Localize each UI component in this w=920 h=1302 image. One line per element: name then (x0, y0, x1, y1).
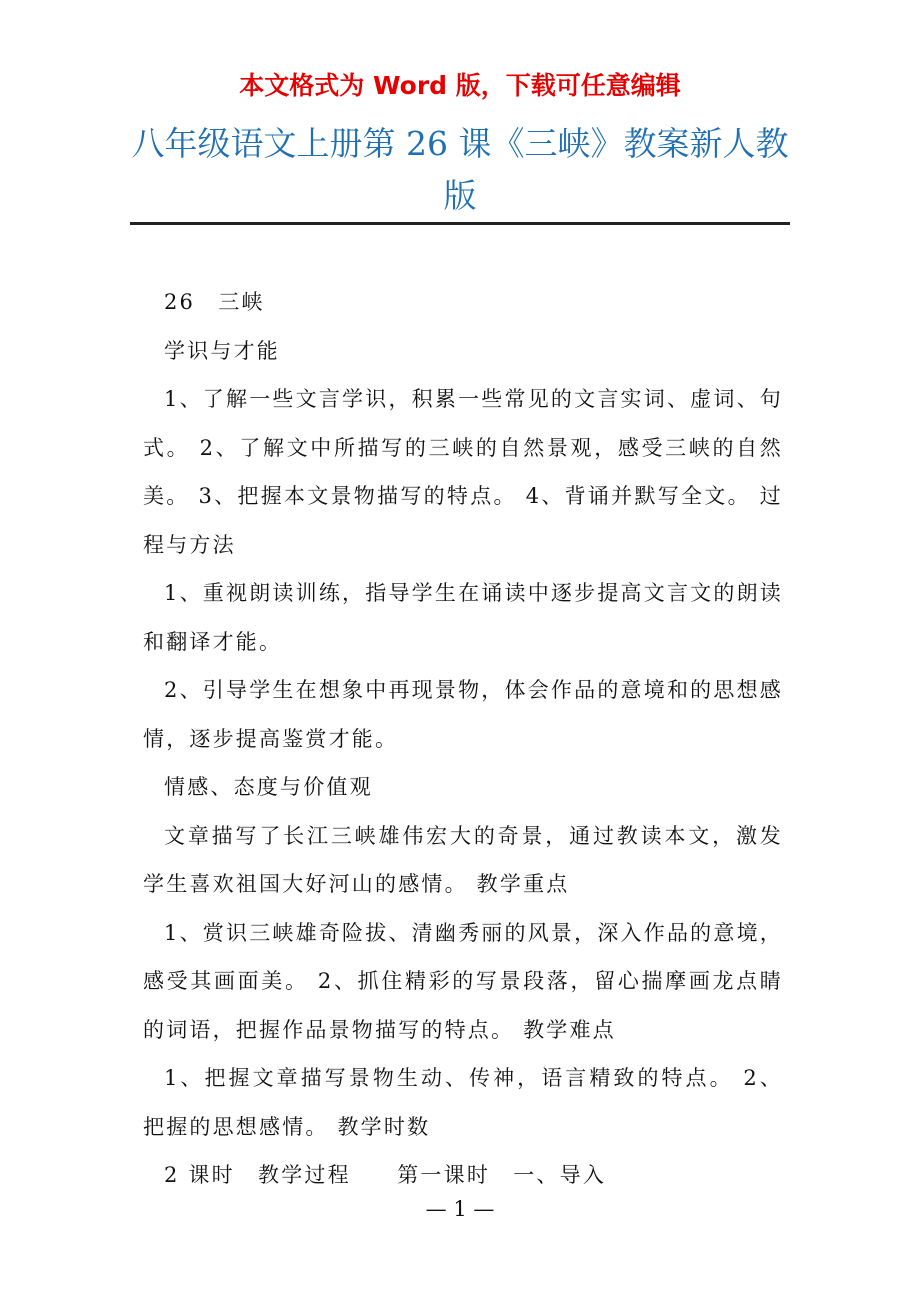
paragraph-method-2: 2、引导学生在想象中再现景物，体会作品的意境和的思想感情，逐步提高鉴赏才能。 (143, 678, 783, 751)
title-divider (130, 222, 790, 225)
document-body (143, 278, 783, 1200)
paragraph-method-1: 1、重视朗读训练，指导学生在诵读中逐步提高文言文的朗读和翻译才能。 (143, 581, 783, 654)
paragraph-values: 文章描写了长江三峡雄伟宏大的奇景，通过教读本文，激发学生喜欢祖国大好河山的感情。 教学重点 (143, 823, 783, 896)
paragraph-difficulties: 1、把握文章描写景物生动、传神，语言精致的特点。 2、把握的思想感情。 教学时数 (143, 1066, 783, 1139)
document-title: 八年级语文上册第 26 课《三峡》教案新人教版 (131, 124, 789, 215)
section-heading-knowledge: 学识与才能 (164, 338, 280, 363)
lesson-heading: 26 三峡 (164, 290, 265, 314)
paragraph-knowledge-goals: 1、了解一些文言学识，积累一些常见的文言实词、虚词、句式。 2、了解文中所描写的三峡的自然景观，感受三峡的自然美。 3、把握本文景物描写的特点。 4、背诵并默写全文。 过程与方法 (143, 387, 783, 557)
page-number: — 1 — (425, 1197, 495, 1221)
paragraph-process: 2 课时 教学过程 第一课时 一、导入 (164, 1163, 607, 1187)
paragraph-key-points: 1、赏识三峡雄奇险拔、清幽秀丽的风景，深入作品的意境，感受其画面美。 2、抓住精彩的写景段落，留心揣摩画龙点睛的词语，把握作品景物描写的特点。 教学难点 (143, 920, 783, 1042)
section-heading-values: 情感、态度与价值观 (164, 775, 373, 799)
format-notice: 本文格式为 Word 版，下载可任意编辑 (239, 71, 681, 100)
